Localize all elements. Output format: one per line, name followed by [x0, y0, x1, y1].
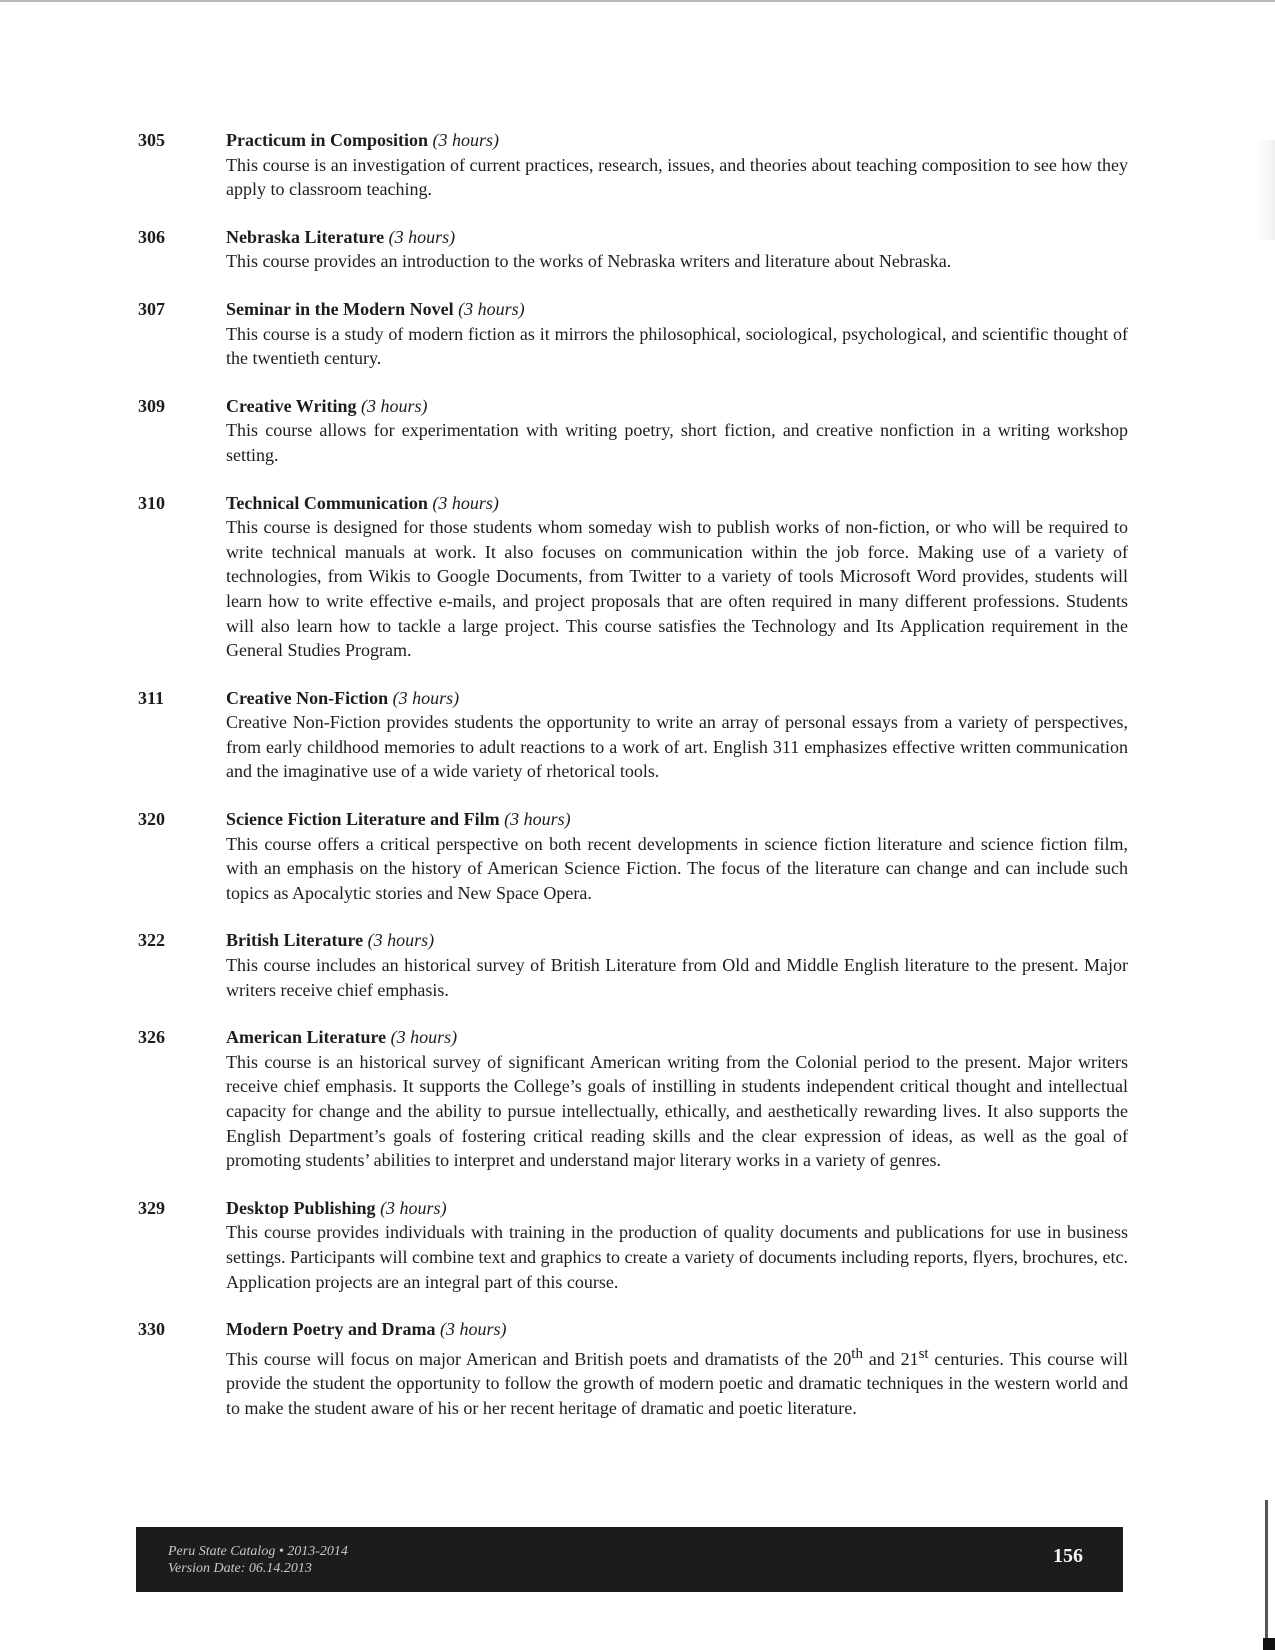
course-body — [226, 394, 1128, 468]
course-description: This course is a study of modern fiction as it mirrors the philosophical, sociological, psychological, and scientific thought of the twentieth century. — [226, 323, 1128, 369]
course-description: This course offers a critical perspective on both recent developments in science fiction literature and science fiction film, with an emphasis on the history of American Science Fiction. The focus of the literature can change and can include such topics as Apocalytic stories and New Space Opera. — [226, 833, 1128, 903]
course-hours: (3 hours) — [392, 687, 460, 708]
course-body — [226, 807, 1128, 905]
course-title: American Literature — [226, 1027, 387, 1048]
course-number: 307 — [138, 298, 165, 319]
course-number: 322 — [138, 930, 165, 951]
course-entry — [138, 128, 1128, 202]
course-heading — [226, 1025, 1128, 1050]
course-list — [138, 128, 1128, 1444]
course-heading — [226, 1317, 1128, 1342]
description-part: and 21 — [862, 1348, 919, 1369]
course-number: 320 — [138, 809, 165, 830]
course-body — [226, 128, 1128, 202]
course-title: Technical Communication — [226, 492, 428, 513]
course-body — [226, 928, 1128, 1002]
course-heading — [226, 807, 1128, 832]
course-body — [226, 491, 1128, 663]
catalog-name: Peru State Catalog • 2013-2014 — [168, 1544, 348, 1559]
course-entry — [138, 686, 1128, 784]
footer-bar — [136, 1527, 1123, 1592]
course-number: 310 — [138, 492, 165, 513]
course-number: 305 — [138, 130, 165, 150]
course-entry — [138, 225, 1128, 274]
course-entry — [138, 394, 1128, 468]
ordinal-suffix: st — [918, 1345, 929, 1362]
course-description: This course allows for experimentation with writing poetry, short fiction, and creative nonfiction in a writing workshop setting. — [226, 420, 1128, 465]
course-body — [226, 297, 1128, 371]
course-heading — [226, 1196, 1128, 1221]
version-date: Version Date: 06.14.2013 — [168, 1561, 312, 1576]
course-description: This course is an investigation of current practices, research, issues, and theories about teaching composition to see how they apply to classroom teaching. — [226, 154, 1128, 200]
binding-edge — [1265, 1500, 1268, 1640]
course-number: 306 — [138, 226, 165, 247]
course-description — [226, 1342, 1128, 1421]
ordinal-suffix: th — [851, 1345, 863, 1362]
course-title: Seminar in the Modern Novel — [226, 298, 454, 319]
course-title: Practicum in Composition — [226, 130, 428, 150]
course-heading — [226, 928, 1128, 953]
course-heading — [226, 394, 1128, 419]
page-number: 156 — [1053, 1545, 1083, 1567]
course-hours: (3 hours) — [439, 1319, 507, 1340]
course-heading — [226, 686, 1128, 711]
course-body — [226, 1317, 1128, 1420]
course-number: 330 — [138, 1319, 165, 1340]
course-title: Creative Non-Fiction — [226, 687, 389, 708]
course-hours: (3 hours) — [458, 298, 525, 319]
course-description: This course includes an historical survey of British Literature from Old and Middle English literature to the present. Major writers receive chief emphasis. — [226, 955, 1128, 1000]
course-entry — [138, 1317, 1128, 1420]
course-hours: (3 hours) — [432, 492, 499, 513]
course-entry — [138, 807, 1128, 905]
course-heading — [226, 297, 1128, 322]
course-hours: (3 hours) — [380, 1197, 447, 1218]
course-body — [226, 686, 1128, 784]
course-number: 326 — [138, 1027, 165, 1048]
course-description: This course is an historical survey of significant American writing from the Colonial period to the present. Major writers receive chief emphasis. It supports the College’s goals of instilling in students independent critical thought and intellectual capacity for change and the ability to pursue intellectually, ethically, and aesthetically rewarding lives. It also supports the English Department’s goals of fostering critical reading skills and the clear expression of ideas, as well as the goal of promoting students’ abilities to interpret and understand major literary works in a variety of genres. — [226, 1051, 1128, 1171]
course-body — [226, 225, 1128, 274]
course-hours: (3 hours) — [504, 809, 571, 830]
course-hours: (3 hours) — [367, 930, 435, 951]
course-entry — [138, 928, 1128, 1002]
course-title: Modern Poetry and Drama — [226, 1319, 436, 1340]
corner-mark — [1263, 1638, 1275, 1650]
course-hours: (3 hours) — [432, 130, 499, 150]
course-title: Desktop Publishing — [226, 1197, 376, 1218]
page-shadow — [1257, 140, 1275, 240]
course-heading — [226, 491, 1128, 516]
description-part: centuries. This course will provide the student the opportunity to follow the growth of modern poetic and dramatic techniques in the western world and to make the student aware of his or her recent heritage of dramatic and poetic literature. — [226, 1348, 1128, 1418]
course-heading — [226, 128, 1128, 153]
course-number: 329 — [138, 1197, 165, 1218]
course-entry — [138, 1196, 1128, 1294]
course-description: This course provides an introduction to the works of Nebraska writers and literature about Nebraska. — [226, 251, 952, 272]
description-part: This course will focus on major American and British poets and dramatists of the 20 — [226, 1348, 852, 1369]
course-heading — [226, 225, 1128, 250]
course-title: Creative Writing — [226, 395, 357, 416]
course-title: Nebraska Literature — [226, 226, 385, 247]
course-hours: (3 hours) — [360, 395, 428, 416]
course-description: This course provides individuals with training in the production of quality documents and publications for use in business settings. Participants will combine text and graphics to create a variety of documents including reports, flyers, brochures, etc. Application projects are an integral part of this course. — [226, 1222, 1128, 1292]
course-number: 311 — [138, 687, 165, 708]
course-body — [226, 1025, 1128, 1173]
course-entry — [138, 1025, 1128, 1173]
course-entry — [138, 297, 1128, 371]
course-description: Creative Non-Fiction provides students the opportunity to write an array of personal essays from a variety of perspectives, from early childhood memories to adult reactions to a work of art. English 311 emphasizes effective written communication and the imaginative use of a wide variety of rhetorical tools. — [226, 712, 1128, 782]
top-rule — [0, 0, 1275, 2]
course-title: British Literature — [226, 930, 364, 951]
course-hours: (3 hours) — [390, 1027, 458, 1048]
course-number: 309 — [138, 395, 165, 416]
course-entry — [138, 491, 1128, 663]
course-body — [226, 1196, 1128, 1294]
course-hours: (3 hours) — [388, 226, 456, 247]
course-title: Science Fiction Literature and Film — [226, 809, 500, 830]
course-description: This course is designed for those students whom someday wish to publish works of non-fiction, or who will be required to write technical manuals at work. It also focuses on communication within the job force. Making use of a variety of technologies, from Wikis to Google Documents, from Twitter to a variety of tools Microsoft Word provides, students will learn how to write effective e-mails, and project proposals that are often required in many different professions. Students will also learn how to tackle a large project. This course satisfies the Technology and Its Application requirement in the General Studies Program. — [226, 517, 1128, 661]
footer-info — [168, 1543, 348, 1577]
